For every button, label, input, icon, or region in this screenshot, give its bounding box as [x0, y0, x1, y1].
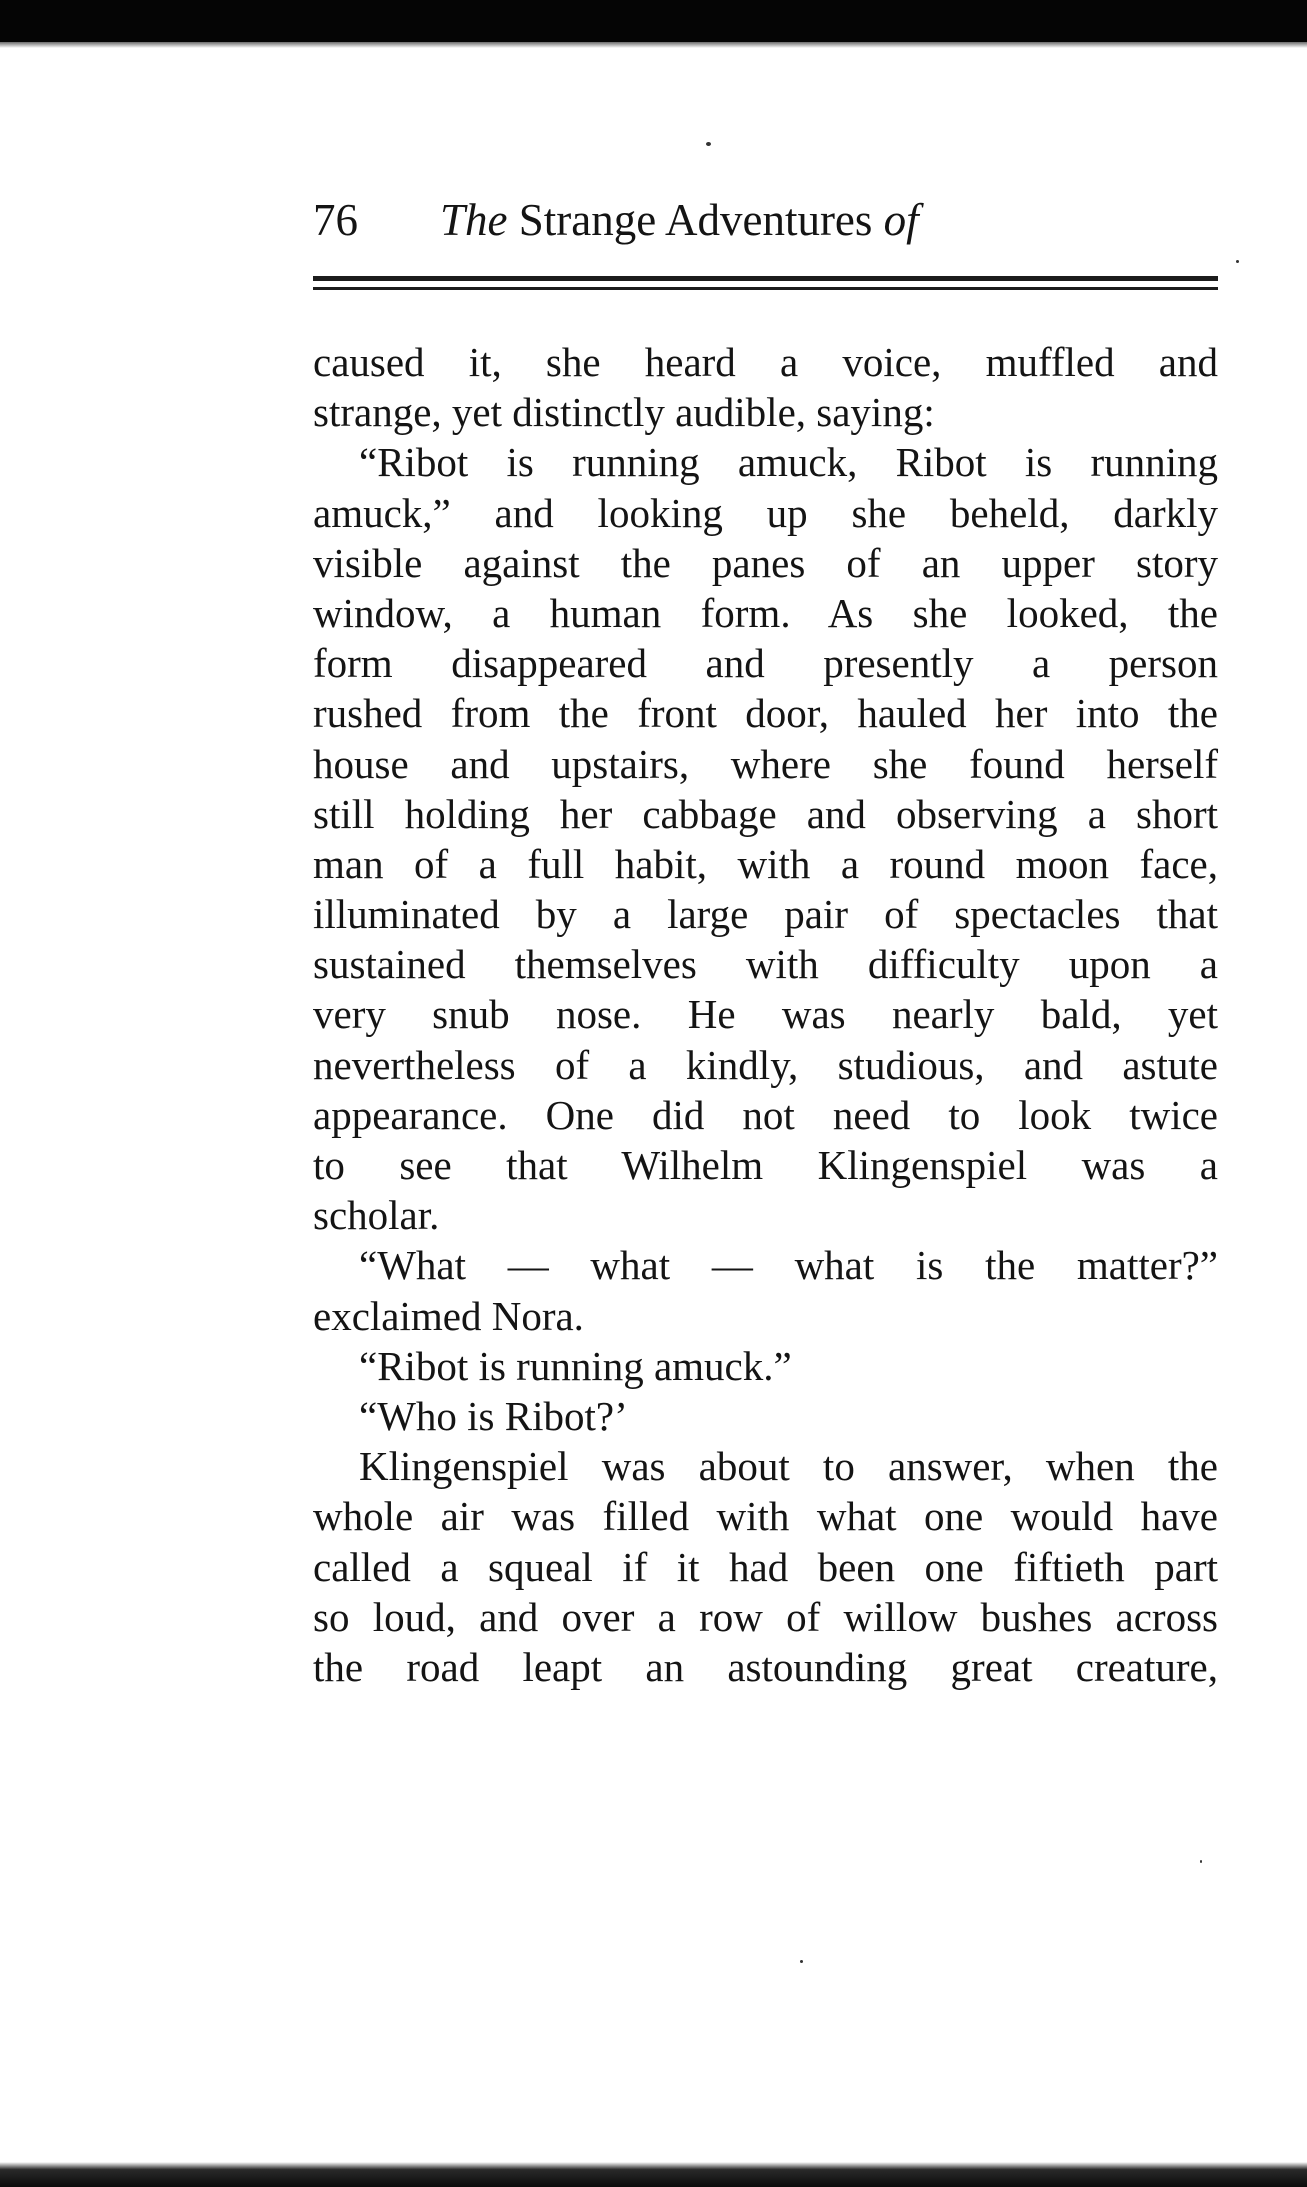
text-line: to see that Wilhelm Klingenspiel was a — [313, 1142, 1218, 1188]
text-line: caused it, she heard a voice, muffled and — [313, 339, 1218, 385]
page-number: 76 — [313, 195, 358, 245]
text-line: appearance. One did not need to look twice — [313, 1091, 1218, 1138]
text-line: the road leapt an astounding great creature, — [313, 1643, 1218, 1690]
running-title — [440, 190, 919, 250]
scan-speck — [1200, 1860, 1202, 1863]
text-line: illuminated by a large pair of spectacles that — [313, 891, 1218, 938]
running-title-main: Strange Adventures — [518, 195, 873, 245]
running-title-of: of — [883, 195, 919, 245]
text-line: “Who is Ribot?’ — [359, 1392, 628, 1439]
text-line: house and upstairs, where she found herself — [313, 740, 1218, 787]
text-line: man of a full habit, with a round moon face, — [313, 840, 1218, 887]
scan-border-top — [0, 0, 1307, 42]
scan-border-top-fringe — [0, 42, 1307, 48]
text-line: sustained themselves with difficulty upon a — [313, 941, 1218, 988]
header-rule-thick — [313, 276, 1218, 281]
text-line: rushed from the front door, hauled her into the — [313, 690, 1218, 737]
scan-speck — [800, 1960, 803, 1963]
text-line: window, a human form. As she looked, the — [313, 589, 1218, 636]
text-line: Klingenspiel was about to answer, when the — [359, 1443, 1218, 1490]
text-line: still holding her cabbage and observing a short — [313, 790, 1218, 837]
body-text — [313, 337, 1218, 1692]
scan-border-bottom — [0, 2162, 1307, 2187]
text-line: “Ribot is running amuck, Ribot is running — [359, 439, 1218, 486]
text-line: form disappeared and presently a person — [313, 640, 1218, 687]
text-line: whole air was filled with what one would have — [313, 1493, 1218, 1540]
running-header — [313, 190, 1218, 250]
text-line: so loud, and over a row of willow bushes across — [313, 1593, 1218, 1640]
text-line: exclaimed Nora. — [313, 1292, 584, 1339]
text-line: visible against the panes of an upper story — [313, 539, 1218, 586]
running-title-the: The — [440, 195, 508, 245]
header-rule-thin — [313, 287, 1218, 290]
text-line: “What — what — what is the matter?” — [359, 1242, 1218, 1289]
text-line: scholar. — [313, 1192, 440, 1239]
scan-speck — [706, 142, 711, 146]
scan-speck — [1236, 260, 1239, 263]
text-line: called a squeal if it had been one fiftieth part — [313, 1543, 1218, 1590]
text-line: “Ribot is running amuck.” — [359, 1342, 792, 1389]
text-line: nevertheless of a kindly, studious, and astute — [313, 1041, 1218, 1088]
text-line: amuck,” and looking up she beheld, darkly — [313, 489, 1218, 536]
text-line: strange, yet distinctly audible, saying: — [313, 389, 935, 436]
text-line: very snub nose. He was nearly bald, yet — [313, 991, 1218, 1038]
